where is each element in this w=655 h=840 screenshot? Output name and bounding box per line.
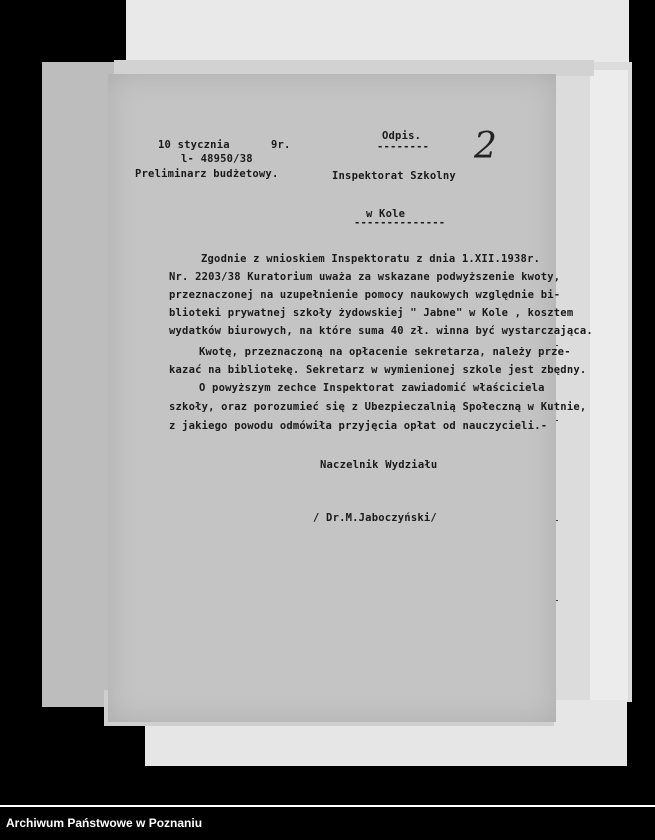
body-line: Kwotę, przeznaczoną na opłacenie sekretarza, należy prze- [199,346,571,358]
background-sheet-left [42,62,114,707]
body-line: z jakiego powodu odmówiła przyjęcia opłat od nauczycieli.- [169,420,548,432]
body-line: blioteki prywatnej szkoły żydowskiej " Jabne" w Kole , kosztem [169,307,574,319]
background-sheet-right-edge [590,70,628,700]
handwritten-page-number: 2 [474,126,497,167]
archive-name: Archiwum Państwowe w Poznaniu [6,816,203,830]
body-line: szkoły, oraz porozumieć się z Ubezpieczalnią Społeczną w Kutnie, [169,401,587,413]
body-line: O powyższym zechce Inspektorat zawiadomić właściciela [199,382,545,394]
year-suffix: 9r. [271,139,291,151]
recipient-line-1: Inspektorat Szkolny [332,170,456,182]
signature-name: / Dr.M.Jaboczyński/ [313,512,437,524]
body-line: przeznaczonej na uzupełnienie pomocy naukowych względnie bi- [169,289,561,301]
signature-title: Naczelnik Wydziału [320,459,438,471]
body-line: kazać na bibliotekę. Sekretarz w wymienionej szkole jest zbędny. [169,364,587,376]
subject-line: Preliminarz budżetowy. [135,168,279,180]
copy-underline: -------- [377,141,430,153]
body-line: Zgodnie z wnioskiem Inspektoratu z dnia 1.XII.1938r. [201,253,541,265]
file-number: l- 48950/38 [181,153,253,165]
body-line: wydatków biurowych, na które suma 40 zł. winna być wystarczająca. [169,325,593,337]
recipient-line-2: w Kole [366,208,406,220]
recipient-underline: -------------- [354,217,446,229]
footer-divider [0,805,655,807]
copy-label: Odpis. [382,130,422,142]
date-line: 10 stycznia [158,139,230,151]
body-line: Nr. 2203/38 Kuratorium uważa za wskazane podwyższenie kwoty, [169,271,561,283]
